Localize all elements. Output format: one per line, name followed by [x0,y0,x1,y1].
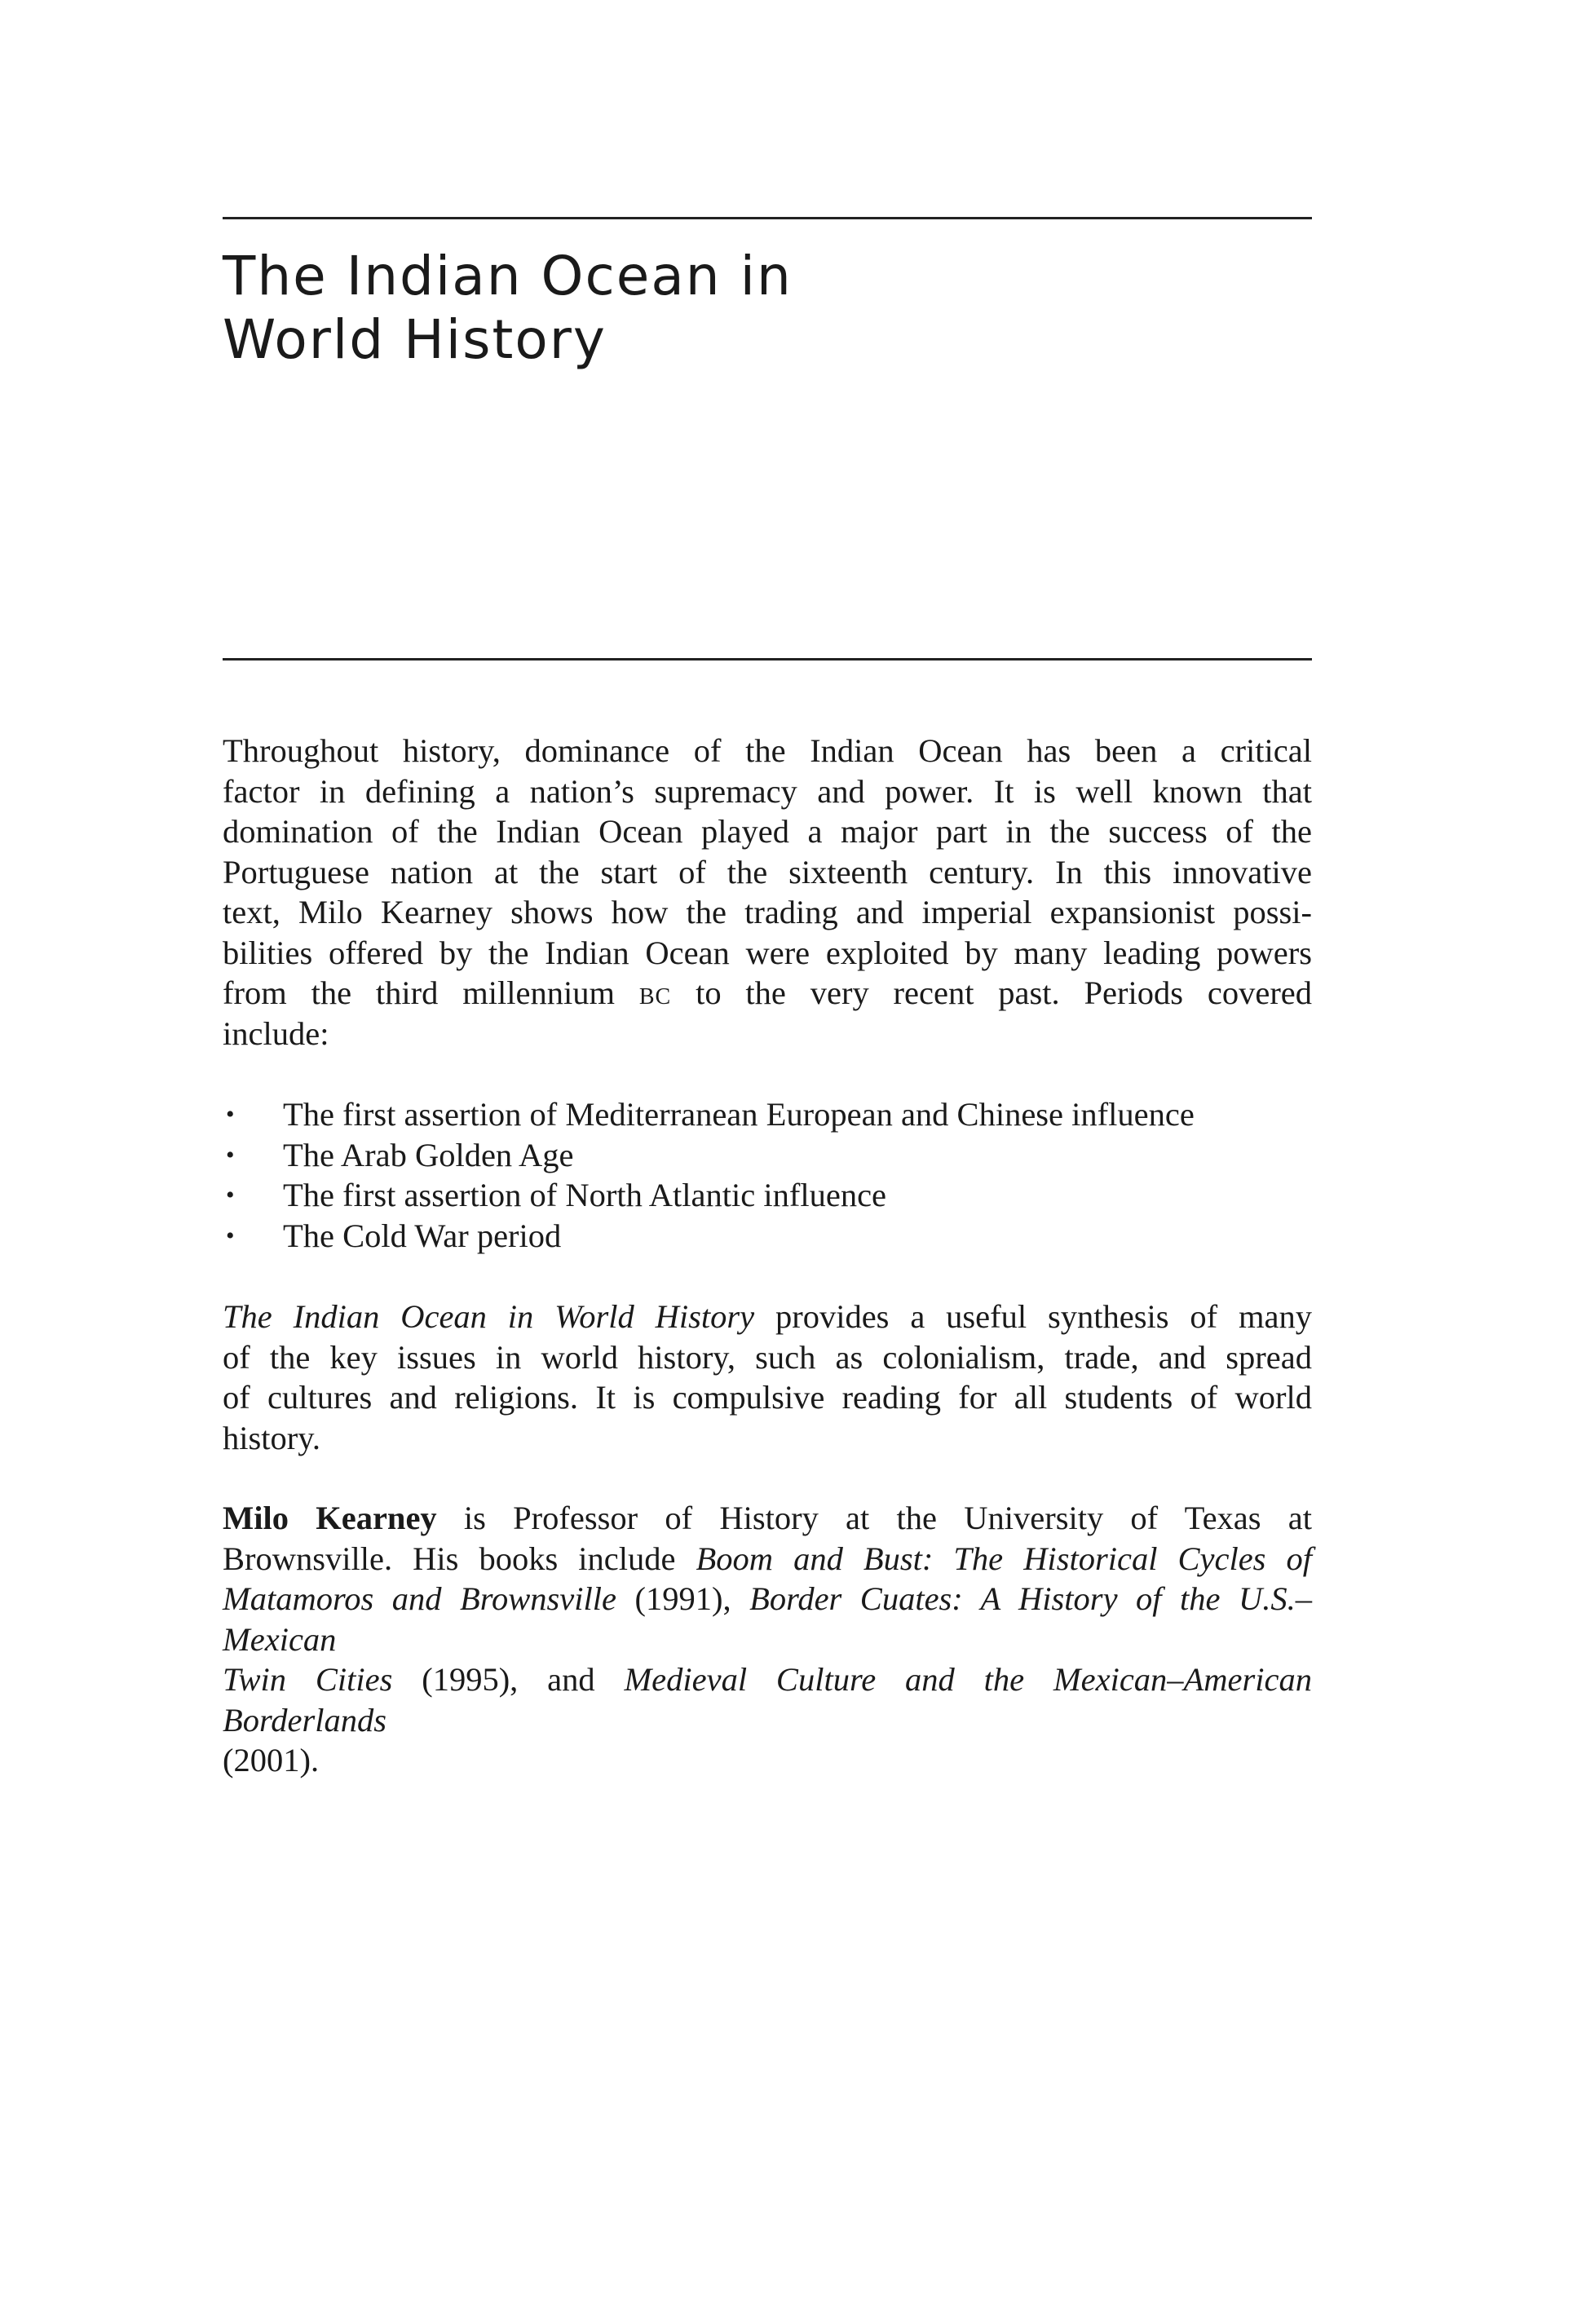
intro-text: from the third millennium [223,974,615,1011]
era-abbreviation: bc [638,974,672,1011]
author-year: (1991), [634,1580,731,1617]
list-item-text: The first assertion of North Atlantic influence [283,1177,887,1213]
synopsis-line: history. [223,1419,320,1456]
periods-list [223,1094,1195,1256]
book-title [223,245,793,372]
list-item [223,1175,1195,1216]
intro-line: factor in defining a nation’s supremacy and power. It is well known that [223,772,1312,810]
author-line [223,1539,1312,1580]
bullet-icon: • [226,1222,235,1249]
author-name: Milo Kearney [223,1500,437,1536]
synopsis-line [223,1297,1312,1337]
author-bio [223,1498,1312,1781]
author-book-title: Twin Cities [223,1661,393,1698]
book-page [223,0,1312,2324]
list-item [223,1216,1195,1257]
author-line [223,1498,1312,1539]
intro-paragraph [223,731,1312,1054]
bottom-divider [223,658,1312,661]
intro-text: to the very recent past. Periods covered [696,974,1313,1011]
author-text: Brownsville. His books include [223,1540,676,1577]
author-book-title: Border Cuates: A History of the U.S.–Mexican [223,1580,1312,1658]
author-text: is Professor of History at the University of Texas at [463,1500,1313,1536]
intro-line: domination of the Indian Ocean played a major part in the success of the [223,813,1312,850]
author-book-title: Matamoros and Brownsville [223,1580,616,1617]
book-title-line-2: World History [223,308,607,371]
author-line [223,1579,1312,1659]
list-item-text: The Arab Golden Age [283,1136,574,1173]
list-item [223,1094,1195,1135]
synopsis-book-title: The Indian Ocean in World History [223,1298,755,1335]
synopsis-line: of the key issues in world history, such as colonialism, trade, and spread [223,1338,1312,1376]
intro-line: Throughout history, dominance of the Indian Ocean has been a critical [223,732,1312,769]
top-divider [223,217,1312,219]
intro-line: bilities offered by the Indian Ocean were exploited by many leading powers [223,934,1312,971]
author-year: (1995), and [422,1661,595,1698]
list-item-text: The first assertion of Mediterranean European and Chinese influence [283,1096,1195,1133]
intro-line: text, Milo Kearney shows how the trading and imperial expansionist possi- [223,894,1312,930]
synopsis-paragraph [223,1297,1312,1458]
author-book-title: Medieval Culture and the Mexican–American Borderlands [223,1661,1313,1739]
author-book-title: Boom and Bust: The Historical Cycles of [696,1540,1312,1577]
synopsis-line: of cultures and religions. It is compulsive reading for all students of world [223,1379,1312,1416]
list-item [223,1135,1195,1176]
bullet-icon: • [226,1141,235,1169]
list-item-text: The Cold War period [283,1217,562,1254]
bullet-icon: • [226,1182,235,1208]
intro-line: Portuguese nation at the start of the sixteenth century. In this innovative [223,853,1312,890]
author-line [223,1659,1312,1740]
synopsis-text: provides a useful synthesis of many [775,1298,1312,1335]
intro-line: include: [223,1014,329,1052]
bullet-icon: • [226,1101,235,1128]
author-line: (2001). [223,1742,320,1778]
book-title-line-1: The Indian Ocean in [223,245,793,307]
intro-line [223,973,1312,1014]
